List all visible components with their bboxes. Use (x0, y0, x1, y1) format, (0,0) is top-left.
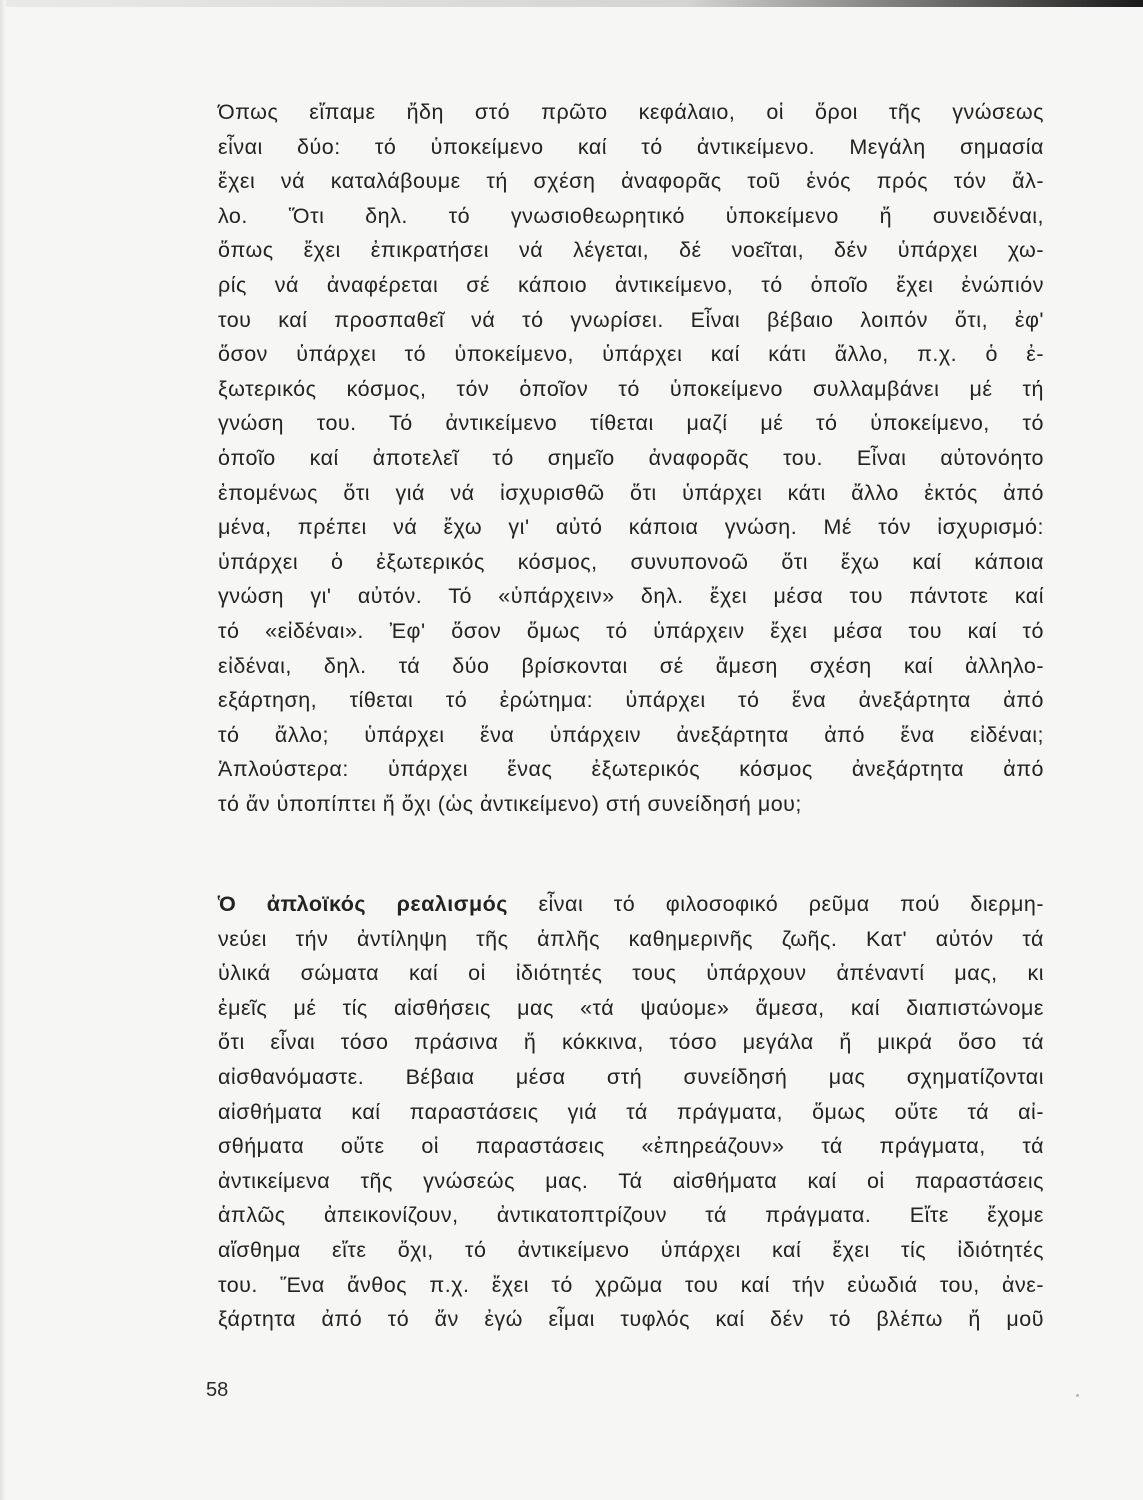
text-line: γνώση γι' αὐτόν. Τό «ὑπάρχειν» δηλ. ἔχει μέσα του πάντοτε καί (218, 584, 1044, 609)
text-line: σθήματα οὔτε οἱ παραστάσεις «ἐπηρεάζουν» τά πράγματα, τά (218, 1134, 1044, 1159)
text-line: ξάρτητα ἀπό τό ἄν ἐγώ εἶμαι τυφλός καί δέν τό βλέπω ἤ μοῦ (218, 1307, 1044, 1332)
text-line: τό ἄλλο; ὑπάρχει ἕνα ὑπάρχειν ἀνεξάρτητα ἀπό ἕνα εἰδέναι; (218, 722, 1044, 747)
page-top-edge (0, 0, 1143, 7)
text-line: ξωτερικός κόσμος, τόν ὁποῖον τό ὑποκείμενο συλλαμβάνει μέ τή (218, 376, 1044, 401)
text-line: ὅτι εἶναι τόσο πράσινα ἤ κόκκινα, τόσο μεγάλα ἤ μικρά ὅσο τά (218, 1030, 1044, 1055)
bold-term: Ὁ ἀπλοϊκός ρεαλισμός (218, 892, 508, 916)
text-line: αἰσθήματα καί παραστάσεις γιά τά πράγματα, ὅμως οὔτε τά αἰ- (218, 1099, 1044, 1124)
text-line: ὁποῖο καί ἀποτελεῖ τό σημεῖο ἀναφορᾶς του. Εἶναι αὐτονόητο (218, 445, 1044, 470)
text-line: ὅπως ἔχει ἐπικρατήσει νά λέγεται, δέ νοεῖται, δέν ὑπάρχει χω- (218, 238, 1044, 263)
text-line: νεύει τήν ἀντίληψη τῆς ἁπλῆς καθημερινῆς ζωῆς. Κατ' αὐτόν τά (218, 926, 1044, 951)
paragraph-1 (218, 95, 1044, 821)
text-line: εξάρτηση, τίθεται τό ἐρώτημα: ὑπάρχει τό ἕνα ἀνεξάρτητα ἀπό (218, 688, 1044, 713)
text-line: ἐπομένως ὅτι γιά νά ἰσχυρισθῶ ὅτι ὑπάρχει κάτι ἄλλο ἐκτός ἀπό (218, 480, 1044, 505)
text-line: τό ἄν ὑποπίπτει ἤ ὄχι (ὡς ἀντικείμενο) στή συνείδησή μου; (218, 791, 802, 816)
text-line: τό «εἰδέναι». Ἐφ' ὅσον ὅμως τό ὑπάρχειν ἔχει μέσα του καί τό (218, 618, 1044, 643)
text-line: γνώση του. Τό ἀντικείμενο τίθεται μαζί μέ τό ὑποκείμενο, τό (218, 411, 1044, 436)
text-line: ἔχει νά καταλάβουμε τή σχέση ἀναφορᾶς τοῦ ἑνός πρός τόν ἄλ- (218, 169, 1044, 194)
text-line: Ἁπλούστερα: ὑπάρχει ἕνας ἐξωτερικός κόσμος ἀνεξάρτητα ἀπό (218, 757, 1044, 782)
text-line: ὅσον ὑπάρχει τό ὑποκείμενο, ὑπάρχει καί κάτι ἄλλο, π.χ. ὁ ἐ- (218, 342, 1044, 367)
text-line: εἰδέναι, δηλ. τά δύο βρίσκονται σέ ἄμεση σχέση καί ἀλληλο- (218, 653, 1044, 678)
scan-speck (1076, 1394, 1079, 1397)
paragraph-2 (218, 887, 1044, 1337)
text-line: Όπως εἴπαμε ἤδη στό πρῶτο κεφάλαιο, οἱ ὅροι τῆς γνώσεως (218, 100, 1044, 124)
text-line: ἀντικείμενα τῆς γνώσεώς μας. Τά αἰσθήματα καί οἱ παραστάσεις (218, 1168, 1044, 1193)
text-line: αἰσθανόμαστε. Βέβαια μέσα στή συνείδησή μας σχηματίζονται (218, 1064, 1044, 1089)
text-line-rest: εἶναι τό φιλοσοφικό ρεῦμα πού διερμη- (507, 892, 1044, 916)
text-line: ρίς νά ἀναφέρεται σέ κάποιο ἀντικείμενο, τό ὁποῖο ἔχει ἐνώπιόν (218, 272, 1044, 297)
page-number: 58 (206, 1379, 229, 1401)
text-line: μένα, πρέπει νά ἔχω γι' αὐτό κάποια γνώση. Μέ τόν ἰσχυρισμό: (218, 515, 1044, 540)
page-left-shadow (0, 0, 6, 1500)
text-line-with-term (218, 887, 1044, 922)
text-line: του καί προσπαθεῖ νά τό γνωρίσει. Εἶναι βέβαιο λοιπόν ὅτι, ἐφ' (218, 307, 1044, 332)
text-line: ὑλικά σώματα καί οἱ ἰδιότητές τους ὑπάρχουν ἀπέναντί μας, κι (218, 961, 1044, 986)
text-line: λο. Ὅτι δηλ. τό γνωσιοθεωρητικό ὑποκείμενο ἤ συνειδέναι, (218, 203, 1044, 228)
text-line: εἶναι δύο: τό ὑποκείμενο καί τό ἀντικείμενο. Μεγάλη σημασία (218, 134, 1044, 159)
text-line: ἁπλῶς ἀπεικονίζουν, ἀντικατοπτρίζουν τά πράγματα. Εἴτε ἔχομε (218, 1203, 1044, 1228)
text-line: ἐμεῖς μέ τίς αἰσθήσεις μας «τά ψαύομε» ἄμεσα, καί διαπιστώνομε (218, 995, 1044, 1020)
text-line: ὑπάρχει ὁ ἐξωτερικός κόσμος, συνυπονοῶ ὅτι ἔχω καί κάποια (218, 549, 1044, 574)
text-line: αἴσθημα εἴτε ὄχι, τό ἀντικείμενο ὑπάρχει καί ἔχει τίς ἰδιότητές (218, 1237, 1044, 1262)
text-line: του. Ἕνα ἄνθος π.χ. ἔχει τό χρῶμα του καί τήν εὐωδιά του, ἀνε- (218, 1272, 1044, 1297)
